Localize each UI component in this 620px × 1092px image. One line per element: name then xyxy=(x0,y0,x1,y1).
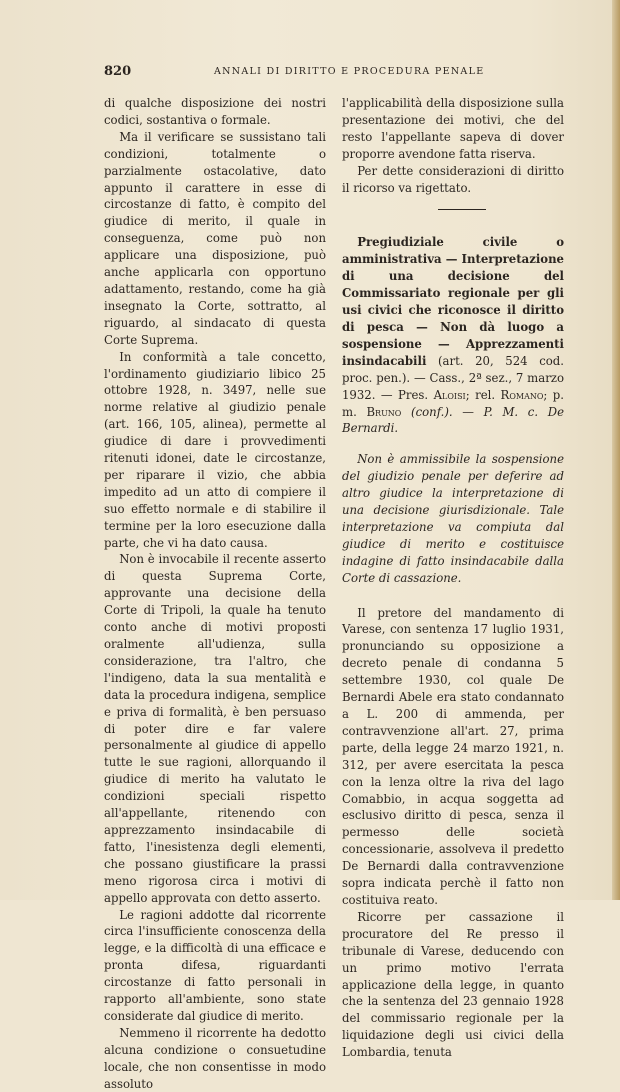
right-column xyxy=(342,95,564,1061)
paragraph: di qualche disposizione dei nostri codici, sostantiva o formale. xyxy=(104,96,326,127)
pm-label: ; p. m. xyxy=(342,387,565,419)
paragraph: Non è invocabile il recente asserto di questa Suprema Corte, approvante una decisione della Corte di Tripoli, la quale ha tenuto conto anche di motivi proposti oralmente all'udienza, sulla considerazione, tra l'altro, che l'indigeno, data la sua mentalità e data la procedura indigena, semplice e priva di formalità, è ben persuaso di poter dire e far valere personalmente al giudice di appello tutte le sue ragioni, allorquando il giudice di merito ha valutato le condizioni speciali rispetto all'appellante, ritenendo con apprezzamento insindacabile di fatto, l'inesistenza degli elementi, che possano giustificare la prassi meno rigorosa circa i motivi di appello approvata con detto asserto. xyxy=(104,552,326,905)
conf-note: (conf.) xyxy=(401,404,449,419)
paragraph: Le ragioni addotte dal ricorrente circa l'insufficiente conoscenza della legge, e la difficoltà di una efficace e pronta difesa, riguardanti circostanze di fatto personali in rapporto all'ambiente, sono state considerate dal giudice di merito. xyxy=(104,907,326,1023)
section-divider xyxy=(438,209,486,210)
case-summary: Non è ammissibile la sospensione del giudizio penale per deferire ad altro giudice la interpretazione di una decisione giurisdizionale. Tale interpretazione va compiuta dal giudice di merito e costituisce indagine di fatto insindacabile dalla Corte di cassazione. xyxy=(342,452,564,585)
page-number: 820 xyxy=(104,64,132,79)
rapporteur-name: Romano xyxy=(500,387,544,402)
page-header xyxy=(104,64,564,80)
page-edge xyxy=(612,0,620,900)
running-title: ANNALI DI DIRITTO E PROCEDURA PENALE xyxy=(214,66,485,77)
left-column xyxy=(104,95,326,1092)
paragraph: Per dette considerazioni di diritto il ricorso va rigettato. xyxy=(342,163,564,195)
rel-label: ; rel. xyxy=(465,387,501,402)
paragraph: In conformità a tale concetto, l'ordinamento giudiziario libico 25 ottobre 1928, n. 3497, nelle sue norme relative al giudizio penale (art. 166, 105, alinea), permette al giudice di dare i provvedimenti ritenuti idonei, date le circostanze, per riparare il vizio, che abbia impedito ad un atto di compiere il suo effetto normale e di stabilire il termine per la loro esecuzione dalla parte, che vi ha dato causa. xyxy=(104,349,326,550)
spacer xyxy=(342,587,564,605)
massima-title: Pregiudiziale civile o amministrativa — Interpretazione di una decisione del Commissariato regionale per gli usi civici che riconosce il diritto di pesca — Non dà luogo a sospensione — Apprezzamenti insindacabili xyxy=(342,235,564,368)
paragraph: Il pretore del mandamento di Varese, con sentenza 17 luglio 1931, pronunciando su opposizione a decreto penale di condanna 5 settembre 1930, col quale De Bernardi Abele era stato condannato a L. 200 di ammenda, per contravvenzione all'art. 27, prima parte, della legge 24 marzo 1921, n. 312, per avere esercitata la pesca con la lenza oltre la riva del lago Comabbio, in acqua soggetta ad esclusivo diritto di pesca, senza il permesso delle società concessionarie, assolveva il predetto De Bernardi dalla contravvenzione sopra indicata perchè il fatto non costituiva reato. xyxy=(342,605,564,907)
paragraph: Ricorre per cassazione il procuratore del Re presso il tribunale di Varese, deducendo con un primo motivo l'errata applicazione della legge, in quanto che la sentenza del 23 gennaio 1928 del commissario regionale per la liquidazione degli usi civici della Lombardia, tenuta xyxy=(342,909,564,1060)
president-name: Aloisi xyxy=(433,387,466,402)
paragraph: l'applicabilità della disposizione sulla presentazione dei motivi, che del resto l'appellante sapeva di dover proporre avendone fatta riserva. xyxy=(342,96,564,161)
pm-name: Bruno xyxy=(366,404,402,419)
massima-reference: (art. 20, 524 cod. proc. pen.). — Cass., 2ª sez., 7 marzo 1932. — Pres. xyxy=(342,353,564,402)
paragraph: Nemmeno il ricorrente ha dedotto alcuna condizione o consuetudine locale, che non consentisse in modo assoluto xyxy=(104,1025,326,1091)
case-parties: . — P. M. c. De Bernardi. xyxy=(342,404,564,436)
massima-heading xyxy=(342,234,564,437)
paragraph: Ma il verificare se sussistano tali condizioni, totalmente o parzialmente ostacolative, dato appunto il carattere in esse di circostanze di fatto, è compito del giudice di merito, il quale in conseguenza, come può non applicare una disposizione, può anche applicarla con opportuno adattamento, restando, come ha già insegnato la Corte, sottratto, al riguardo, al sindacato di questa Corte Suprema. xyxy=(104,129,326,347)
